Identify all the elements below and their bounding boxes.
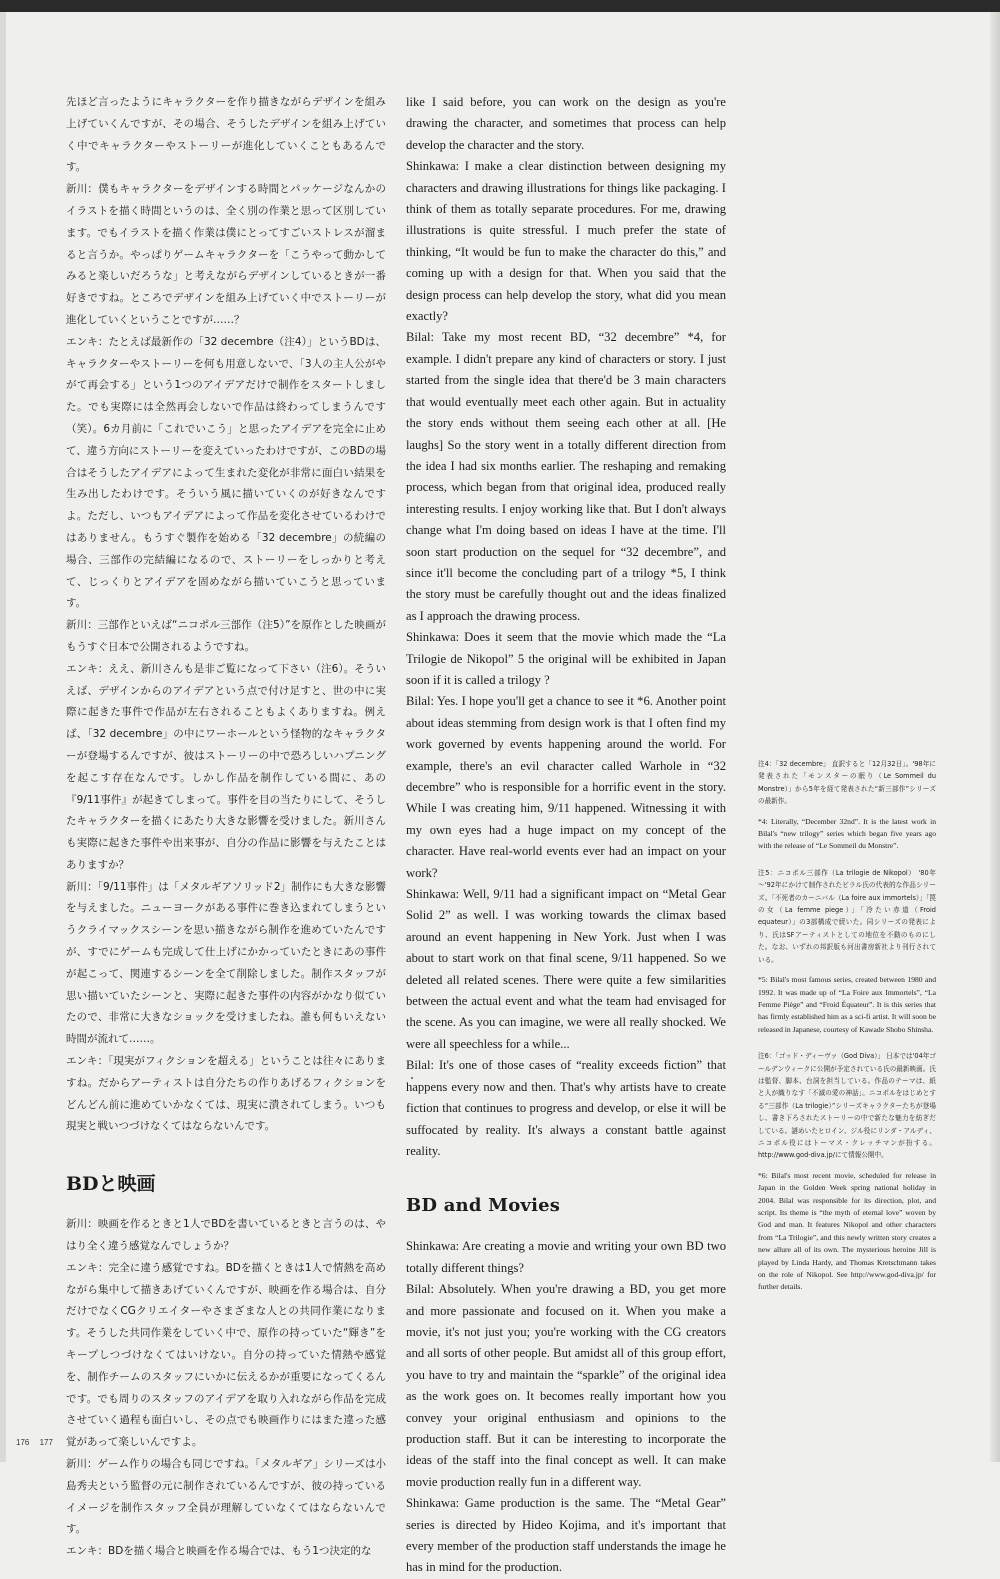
japanese-paragraph: エンキ：BDを描く場合と映画を作る場合では、もう1つ決定的な (66, 1545, 372, 1558)
japanese-paragraph: 先ほど言ったようにキャラクターを作り描きながらデザインを組み上げていくんですが、その場合、そうしたデザインを組み上げていく中でキャラクターやストーリーが進化していくこともあるんです。 (66, 96, 386, 174)
english-paragraph: Bilal: It's one of those cases of “reality exceeds fiction” that happens every now and then. That's why artists have to create fiction that continues to progress and develop, or else it will be suffocated by reality. It's always a constant battle against reality. (406, 1058, 726, 1158)
english-paragraph: Shinkawa: Well, 9/11 had a significant impact on “Metal Gear Solid 2” as well. I was working towards the climax based around an event happening in New York. Just when I was about to start work on that final scene, 9/11 happened. So we deleted all related scenes. There were quite a few similarities between the actual event and what the team had envisaged for the scene. As you can imagine, we were all really shocked. We were all speechless for a while... (406, 887, 726, 1051)
english-paragraph: Bilal: Yes. I hope you'll get a chance to see it *6. Another point about ideas stemming from design work is that I often find my work governed by events happening around the world. For example, there's an evil character called Warhole in “32 decembre” who is responsible for a horrific event in the story. While I was creating him, 9/11 happened. Witnessing it with my own eyes had a huge impact on my concept of the character. Have real-world events ever had an impact on your work? (406, 694, 726, 880)
english-paragraph: Shinkawa: Does it seem that the movie which made the “La Trilogie de Nikopol” 5 the original will be exhibited in Japan soon if it is called a trilogy ? (406, 630, 726, 687)
english-interview-part2 (406, 1236, 726, 1579)
scan-left-edge (0, 12, 6, 1462)
japanese-paragraph: エンキ：「現実がフィクションを超える」ということは往々にありますね。だからアーティストは自分たちの作りあげるフィクションをどんどん前に進めていかなくては、現実に潰されてしまう。いつも現実と戦いつづけなくてはならないんです。 (66, 1055, 386, 1133)
footnote-japanese: 注5：ニコポル三部作（La trilogie de Nikopol） '80年～'92年にかけて制作されたビラル氏の代表的な作品シリーズ。「不死者のカーニバル（La foire aux immortels）」「罠の女（La femme piege）」「冷たい赤道（Froid equateur）」の3部構成で続いた。同シリーズの発表により、氏はSFアーティストとしての地位を不動のものにした。なお、いずれの邦訳版も河出書房新社より刊行されている。 (758, 868, 936, 964)
japanese-interview-part1 (66, 92, 386, 1138)
page-right-edge-shadow (990, 12, 1000, 1462)
english-paragraph: Bilal: Absolutely. When you're drawing a BD, you get more and more passionate and focused on it. When you make a movie, it's not just you; you're working with the CG creators and all sorts of other people. But amidst all of this group effort, you have to try and maintain the “sparkle” of the original idea as the work goes on. It becomes really important how you convey your original enthusiasm and opinions to the production staff. But it can be interesting to incorporate the ideas of the staff into the final concept as well. It can make movie production really fun in a different way. (406, 1282, 726, 1489)
english-interview-part1 (406, 92, 726, 1162)
japanese-paragraph: 新川：僕もキャラクターをデザインする時間とパッケージなんかのイラストを描く時間というのは、全く別の作業と思って区別しています。でもイラストを描く作業は僕にとってすごいストレスが溜まると言うか。やっぱりゲームキャラクターを「こうやって動かしてみると楽しいだろうな」と考えながらデザインしているときが一番好きですね。ところでデザインを組み上げていく中でストーリーが進化していくということですが……？ (66, 183, 386, 326)
footnotes-column (758, 758, 936, 1308)
japanese-interview-part2 (66, 1214, 386, 1563)
footnote-english: *6: Bilal's most recent movie, scheduled for release in Japan in the Golden Week spring national holiday in 2004. Bilal was responsible for its direction, plot, and script. Its theme is “the myth of eternal love” woven by God and man. It features Nikopol and other characters from “La Trilogie”, and this newly written story creates a new allure all of its own. The mysterious heroine Jill is played by Linda Hardy, and Thomas Kretschmann takes on the role of Nikopol. See http://www.god-diva.jp/ for further details. (758, 1170, 936, 1292)
section-heading-english: BD and Movies (406, 1195, 561, 1217)
japanese-paragraph: エンキ：完全に違う感覚ですね。BDを描くときは1人で情熱を高めながら集中して描きあげていくんですが、映画を作る場合は、自分だけでなくCGクリエイターやさまざまな人との共同作業になります。そうした共同作業をしていく中で、原作の持っていた“輝き”をキープしつづけなくてはいけない。自分の持っていた情熱や感覚を、制作チームのスタッフにいかに伝えるかが重要になってくるんです。でも周りのスタッフのアイデアを取り入れながら作品を完成させていく過程も面白いし、その点でも映画作りにはまた違った感覚があって楽しいんですよ。 (66, 1261, 386, 1449)
footnote-english: *5: Bilal's most famous series, created between 1980 and 1992. It was made up of “La Foire aux Immortels”, “La Femme Piège” and “Froid Équateur”. It is this series that has firmly established him as a sci-fi artist. It will soon be released in Japanese, courtesy of Kawade Shobo Shinsha. (758, 975, 936, 1034)
english-paragraph: Shinkawa: Game production is the same. The “Metal Gear” series is directed by Hideo Kojima, and it's important that every member of the production staff understands the image he has in mind for the production. (406, 1496, 726, 1575)
japanese-paragraph: 新川：三部作といえば“ニコポル三部作（注5）”を原作とした映画がもうすぐ日本で公開されるようですね。 (66, 619, 386, 653)
english-paragraph: Bilal: Take my most recent BD, “32 decembre” *4, for example. I didn't prepare any kind of characters or story. I just started from the single idea that there'd be 3 main characters that would eventually meet each other again. But in actuality the story ends without them seeing each other at all. [He laughs] So the story went in a totally different direction from the idea I had six months earlier. The reshaping and remaking process, which began from that original idea, produced really interesting results. I enjoy working like that. But I don't always change what I'm doing based on ideas I have at the time. I'll soon start production on the sequel for “32 decembre”, and since it'll become the concluding part of a trilogy *5, I think the story must be carefully thought out and the ideas finalized as I approach the drawing process. (406, 330, 726, 623)
japanese-paragraph: 新川：ゲーム作りの場合も同じですね。「メタルギア」シリーズは小島秀夫という監督の元に制作されているんですが、彼の持っているイメージを制作スタッフ全員が理解していなくてはならないんです。 (66, 1458, 386, 1536)
section-heading-japanese: BDと映画 (66, 1173, 156, 1196)
page-number-left: 176 (16, 1438, 30, 1447)
heading-ornament-dot (411, 1077, 413, 1079)
footnote-japanese: 注6：「ゴッド・ディーヴァ（God Diva）」 日本では'04年ゴールデンウィークに公開が予定されている氏の最新映画。氏は監督、脚本、台詞を担当している。作品のテーマは、紙と人が織りなす「不滅の愛の神話」。ニコポルをはじめとする“三部作（La trilogie）”シリーズキャラクターたちが登場し、書き下ろされたストーリーの中で新たな魅力を紡ぎだしている。謎めいたヒロイン、ジル役にリンダ・アルディ、ニコポル役にはトーマス・クレッチマンが扮する。http://www.god-diva.jp/にて情報公開中。 (758, 1052, 936, 1160)
footnote-english: *4: Literally, “December 32nd”. It is the latest work in Bilal's “new trilogy” series which began five years ago with the release of “Le Sommeil du Monstre”. (758, 816, 936, 851)
japanese-paragraph: エンキ：ええ、新川さんも是非ご覧になって下さい（注6）。そういえば、デザインからのアイデアという点で付け足すと、世の中に実際に起きた事件で作品が左右されることもよくありますね。例えば、「32 decembre」の中にワーホールという怪物的なキャラクターが登場するんですが、彼はストーリーの中で恐ろしいハプニングを起こす存在なんです。しかし作品を制作している間に、あの『9/11事件』が起きてしまって。事件を目の当たりにして、そうしたキャラクターを描くにあたり大きな影響を受けました。新川さんも実際に起きた事件や出来事が、自分の作品に影響を与えたことはありますか？ (66, 662, 386, 871)
page-number-right: 177 (39, 1438, 53, 1447)
page-numbers (16, 1438, 61, 1447)
japanese-paragraph: 新川：「9/11事件」は「メタルギアソリッド2」制作にも大きな影響を与えました。ニューヨークがある事件に巻き込まれてしまうというクライマックスシーンを思い描きながら制作を進めていたんですが、すでにゲームも完成して仕上げにかかっていたときにあの事件が起こって、関連するシーンを全て削除しました。制作スタッフが思い描いていたシーンと、実際に起きた事件の内容がかなり似ていたので、非常に大きなショックを受けましたね。誰も何もいえない時間が流れて……。 (66, 880, 386, 1046)
japanese-paragraph: エンキ：たとえば最新作の「32 decembre（注4）」というBDは、キャラクターやストーリーを何も用意しないで、「3人の主人公がやがて再会する」という1つのアイデアだけで制作をスタートしました。でも実際には全然再会しないで作品は終わってしまうんです（笑）。6カ月前に「これでいこう」と思ったアイデアを完全に止めて、違う方向にストーリーを変えていったわけですが、このBDの場合はそうしたアイデアによって生まれた変化が非常に面白い結果を生み出したわけです。そういう風に描いていくのが好きなんですよ。ただし、いつもアイデアによって作品を変化させているわけではありません。もうすぐ製作を始める「32 decembre」の続編の場合、三部作の完結編になるので、ストーリーをしっかりと考えて、じっくりとアイデアを固めながら描いていこうと思っています。 (66, 335, 386, 610)
japanese-paragraph: 新川：映画を作るときと1人でBDを書いているときと言うのは、やはり全く違う感覚なんでしょうか？ (66, 1218, 386, 1253)
scan-top-border (0, 0, 1000, 12)
english-text-column (406, 92, 726, 1579)
footnote-japanese: 注4：「32 decembre」 直訳すると「12月32日」。'98年に発表された「モンスターの眠り（Le Sommeil du Monstre）」から5年を経て発表された“新三部作”シリーズの最新作。 (758, 760, 936, 806)
english-paragraph: Shinkawa: I make a clear distinction between designing my characters and drawing illustrations for things like packaging. I think of them as totally separate procedures. For me, drawing illustrations is quite stressful. I much prefer the state of thinking, “It would be fun to make the character do this,” and coming up with a design for that. When you said that the design process can help develop the story, what did you mean exactly? (406, 159, 726, 324)
english-paragraph: like I said before, you can work on the design as you're drawing the character, and sometimes that process can help develop the character and the story. (406, 95, 726, 152)
japanese-text-column (66, 92, 386, 1563)
english-paragraph: Shinkawa: Are creating a movie and writing your own BD two totally different things? (406, 1239, 726, 1275)
